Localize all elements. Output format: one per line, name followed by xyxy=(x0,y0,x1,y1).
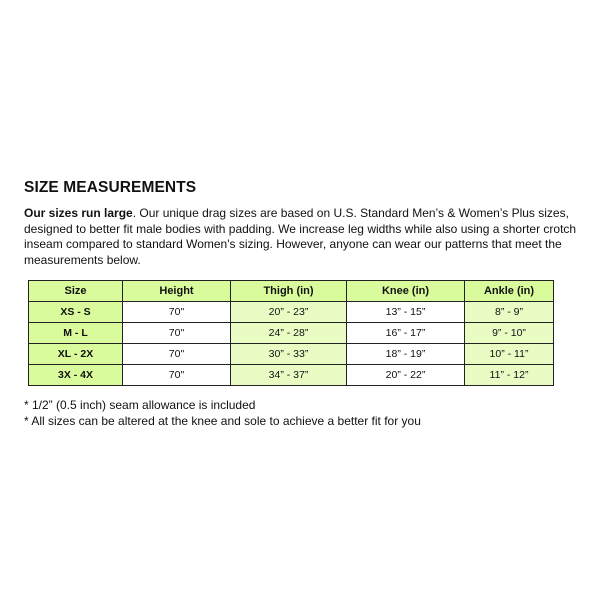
table-row xyxy=(29,344,554,365)
header-thigh: Thigh (in) xyxy=(231,281,347,302)
thigh-cell: 30” - 33” xyxy=(231,344,347,365)
thigh-cell: 20” - 23” xyxy=(231,302,347,323)
page-title: SIZE MEASUREMENTS xyxy=(24,179,197,196)
intro-paragraph xyxy=(24,206,580,268)
header-height: Height xyxy=(123,281,231,302)
height-cell: 70" xyxy=(123,302,231,323)
header-ankle: Ankle (in) xyxy=(465,281,554,302)
size-cell: XS - S xyxy=(29,302,123,323)
table-row xyxy=(29,323,554,344)
header-size: Size xyxy=(29,281,123,302)
table-row xyxy=(29,302,554,323)
intro-body: . Our unique drag sizes are based on U.S. Standard Men’s & Women’s Plus sizes, designed to better fit male bodies with padding. We increase leg widths while also using a shorter crotch inseam compared to standard Women's sizing. However, anyone can wear our patterns that meet the measurements below. xyxy=(24,206,577,267)
size-cell: M - L xyxy=(29,323,123,344)
knee-cell: 20” - 22” xyxy=(347,365,465,386)
note-seam-allowance: * 1/2” (0.5 inch) seam allowance is included xyxy=(24,398,256,412)
size-cell: XL - 2X xyxy=(29,344,123,365)
ankle-cell: 8” - 9” xyxy=(465,302,554,323)
size-table xyxy=(28,280,554,386)
note-alterations: * All sizes can be altered at the knee and sole to achieve a better fit for you xyxy=(24,413,421,428)
header-knee: Knee (in) xyxy=(347,281,465,302)
table-header-row xyxy=(29,281,554,302)
knee-cell: 18” - 19” xyxy=(347,344,465,365)
size-cell: 3X - 4X xyxy=(29,365,123,386)
table-row xyxy=(29,365,554,386)
knee-cell: 13” - 15” xyxy=(347,302,465,323)
size-measurements-section xyxy=(24,178,580,268)
thigh-cell: 24” - 28” xyxy=(231,323,347,344)
thigh-cell: 34” - 37” xyxy=(231,365,347,386)
ankle-cell: 11” - 12” xyxy=(465,365,554,386)
knee-cell: 16” - 17” xyxy=(347,323,465,344)
intro-lead: Our sizes run large xyxy=(24,206,133,220)
height-cell: 70" xyxy=(123,344,231,365)
ankle-cell: 9” - 10” xyxy=(465,323,554,344)
ankle-cell: 10” - 11” xyxy=(465,344,554,365)
notes-section xyxy=(24,398,421,429)
height-cell: 70" xyxy=(123,323,231,344)
height-cell: 70" xyxy=(123,365,231,386)
